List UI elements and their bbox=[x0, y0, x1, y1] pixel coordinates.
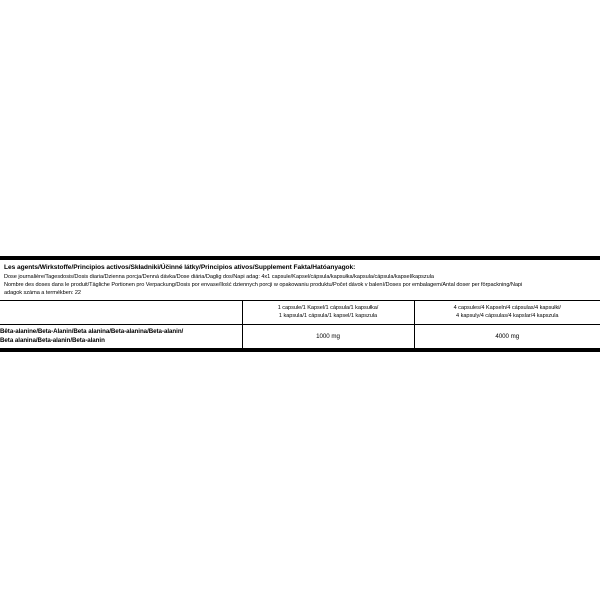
header-cell-dose1 bbox=[242, 300, 414, 324]
servings-line-1: Nombre des doses dans le produit/Tägliche Portionen pro Verpackung/Dosis por envase/Ilość dziennych porcji w opakowaniu produktu/Počet dávok v balení/Doses por embalagem/Antal doser per förpackning/Napi bbox=[4, 282, 523, 289]
header-cell-name bbox=[0, 300, 242, 324]
ingredient-dose1-value: 1000 mg bbox=[316, 332, 340, 340]
header-cell-dose2 bbox=[414, 300, 600, 324]
supplement-facts-panel bbox=[0, 256, 600, 352]
ingredient-dose2-cell bbox=[414, 324, 600, 348]
facts-table bbox=[0, 300, 600, 349]
servings-line-2: adagok száma a termékben: 22 bbox=[4, 290, 81, 297]
ingredient-name-line1: Bêta-alanine/Beta-Alanin/Beta alanina/Beta-alanina/Beta-alanin/ bbox=[0, 328, 184, 336]
facts-header bbox=[0, 260, 600, 300]
header-dose2-line2: 4 kapsuly/4 cápsulas/4 kapslar/4 kapszula bbox=[456, 313, 559, 320]
ingredient-dose2-value: 4000 mg bbox=[495, 332, 520, 340]
daily-dose-line: Dose journalière/Tagesdosis/Dosis diaria/Dzienna porcja/Denná dávka/Dose diária/Daglig dos/Napi adag: 4x1 capsule/Kapsel/cápsula/kapsułka/kapsula/cápsula/kapsel/kapszula bbox=[4, 274, 434, 280]
ingredient-name-cell bbox=[0, 324, 242, 348]
table-header-row bbox=[0, 300, 600, 324]
header-dose2-line1: 4 capsules/4 Kapseln/4 cápsulas/4 kapsułki/ bbox=[453, 304, 561, 311]
ingredient-dose1-cell bbox=[242, 324, 414, 348]
header-dose1-line2: 1 kapsula/1 cápsula/1 kapsel/1 kapszula bbox=[278, 313, 378, 320]
header-dose1-line1: 1 capsule/1 Kapsel/1 cápsula/1 kapsułka/ bbox=[277, 304, 379, 311]
table-row bbox=[0, 324, 600, 348]
ingredient-name-line2: Beta alanina/Beta-alanin/Beta-alanin bbox=[0, 337, 105, 345]
facts-title: Les agents/Wirkstoffe/Principios activos/Składniki/Účinné látky/Principios ativos/Supplement Fakta/Hatóanyagok: bbox=[4, 264, 356, 271]
